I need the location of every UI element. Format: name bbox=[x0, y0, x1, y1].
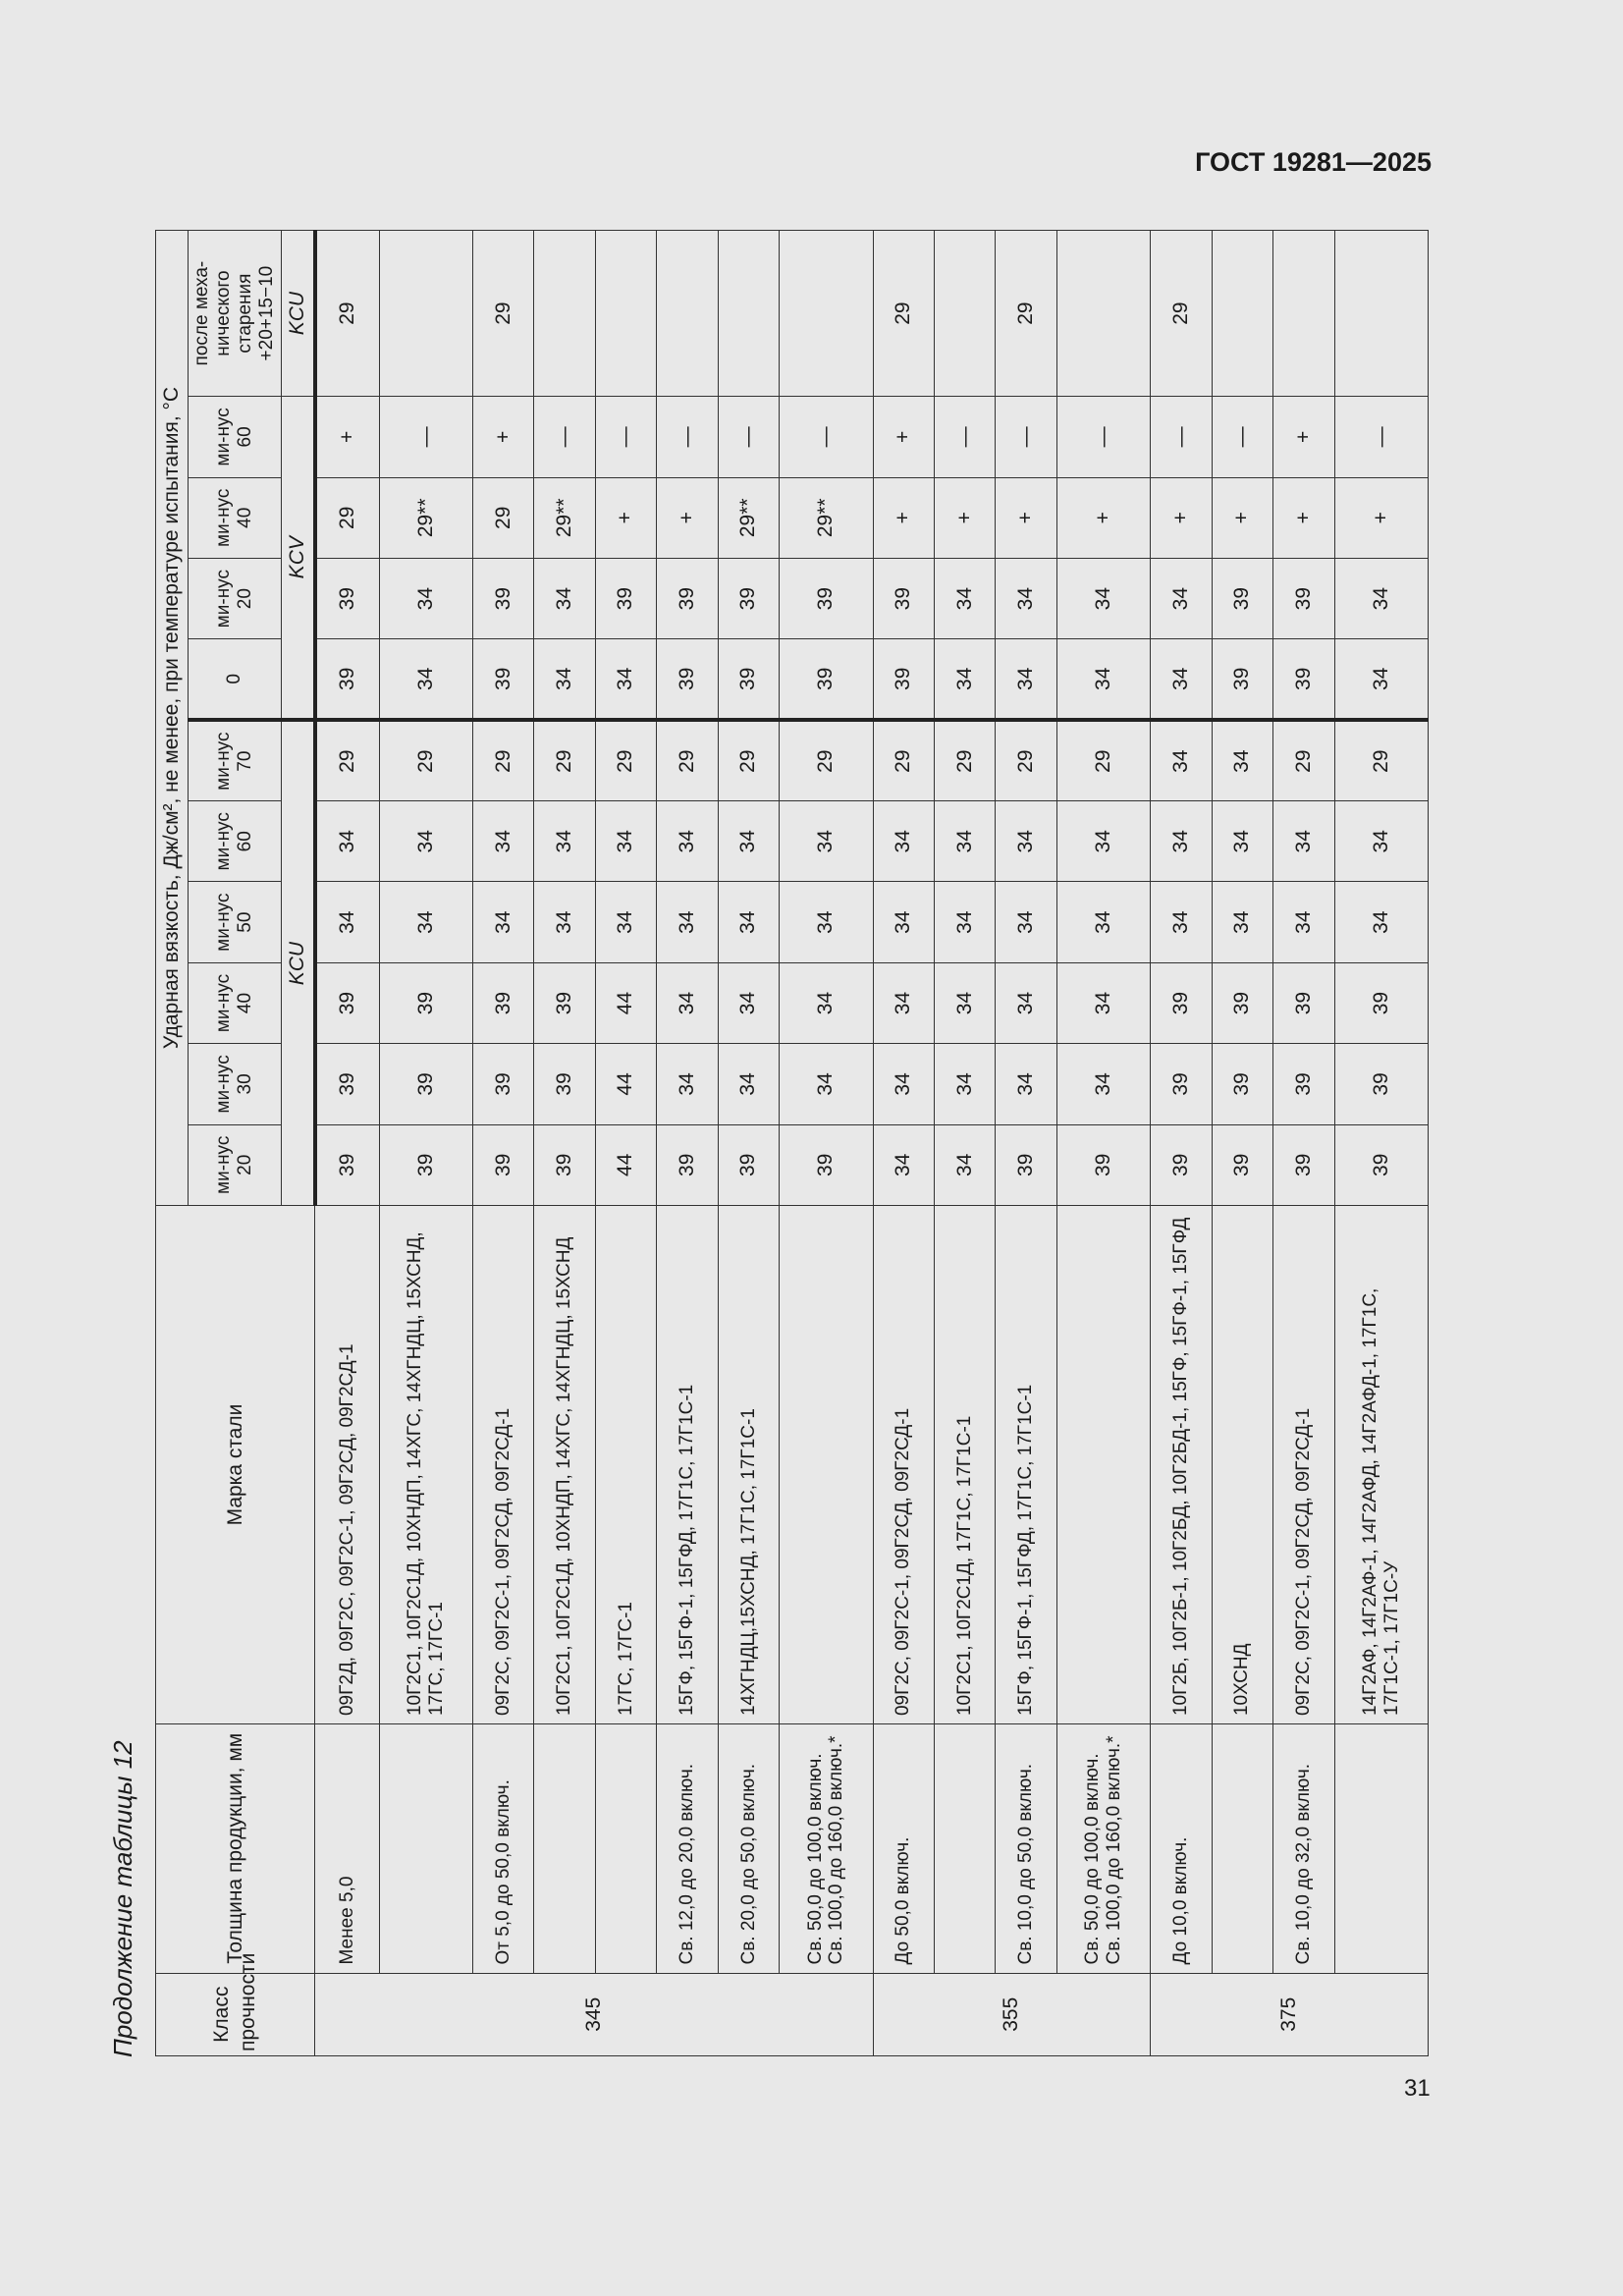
table-row bbox=[718, 231, 779, 2056]
kcv-value: 34 bbox=[379, 558, 472, 638]
kcu-value: 29 bbox=[315, 720, 379, 800]
table-row bbox=[534, 231, 595, 2056]
kcu-value: 34 bbox=[873, 801, 934, 882]
kcu-value: 39 bbox=[718, 1124, 779, 1205]
grade-cell bbox=[780, 1205, 873, 1723]
kcv-value: 39 bbox=[1212, 558, 1272, 638]
kcv-value: 39 bbox=[1273, 639, 1334, 720]
class-cell: 375 bbox=[1151, 1973, 1429, 2055]
kcv-value: — bbox=[780, 397, 873, 477]
kcv-value: + bbox=[1334, 477, 1428, 558]
kcv-value: 29** bbox=[379, 477, 472, 558]
table-row bbox=[1212, 231, 1272, 2056]
aging-value bbox=[1334, 231, 1428, 397]
aging-value bbox=[934, 231, 995, 397]
kcu-value: 39 bbox=[315, 1044, 379, 1124]
kcu-value: 34 bbox=[873, 962, 934, 1043]
kcu-value: 34 bbox=[534, 801, 595, 882]
aging-value bbox=[1056, 231, 1150, 397]
aging-value bbox=[718, 231, 779, 397]
kcu-value: 29 bbox=[718, 720, 779, 800]
kcu-value: 39 bbox=[1151, 962, 1212, 1043]
thickness-cell bbox=[595, 1724, 656, 1973]
thickness-cell: Св. 12,0 до 20,0 включ. bbox=[657, 1724, 718, 1973]
thickness-cell: От 5,0 до 50,0 включ. bbox=[472, 1724, 533, 1973]
kcv-value: 39 bbox=[780, 558, 873, 638]
thickness-cell bbox=[534, 1724, 595, 1973]
kcv-value: 39 bbox=[472, 639, 533, 720]
table-row bbox=[996, 231, 1056, 2056]
kcv-value: 34 bbox=[996, 558, 1056, 638]
kcv-value: — bbox=[657, 397, 718, 477]
kcv-value: — bbox=[934, 397, 995, 477]
rotated-table-wrapper bbox=[155, 230, 1429, 2056]
document-id: ГОСТ 19281—2025 bbox=[1195, 147, 1432, 177]
kcv-value: 34 bbox=[595, 639, 656, 720]
kcv-value: + bbox=[472, 397, 533, 477]
kcv-value: 34 bbox=[1056, 639, 1150, 720]
kcu-value: 29 bbox=[595, 720, 656, 800]
kcu-value: 29 bbox=[379, 720, 472, 800]
kcv-value: — bbox=[379, 397, 472, 477]
kcu-value: 34 bbox=[996, 882, 1056, 962]
thickness-cell: До 10,0 включ. bbox=[1151, 1724, 1212, 1973]
kcv-value: 39 bbox=[315, 558, 379, 638]
kcv-value: + bbox=[1151, 477, 1212, 558]
kcu-value: 34 bbox=[1273, 801, 1334, 882]
kcu-value: 34 bbox=[1056, 962, 1150, 1043]
thickness-cell bbox=[1212, 1724, 1272, 1973]
header-kcv-temp: ми-нус 20 bbox=[189, 558, 281, 638]
kcu-value: 34 bbox=[534, 882, 595, 962]
kcu-value: 34 bbox=[595, 801, 656, 882]
grade-cell: 10Г2С1, 10Г2С1Д, 17Г1С, 17Г1С-1 bbox=[934, 1205, 995, 1723]
header-aging: после меха-нического старения +20+15−10 bbox=[189, 231, 281, 397]
table-row bbox=[780, 231, 873, 2056]
kcu-value: 34 bbox=[315, 801, 379, 882]
kcv-value: + bbox=[1273, 477, 1334, 558]
table-row bbox=[657, 231, 718, 2056]
kcv-value: 34 bbox=[1151, 558, 1212, 638]
grade-cell: 10ХСНД bbox=[1212, 1205, 1272, 1723]
aging-value bbox=[780, 231, 873, 397]
kcv-value: 29 bbox=[472, 477, 533, 558]
table-row bbox=[379, 231, 472, 2056]
header-grade: Марка стали bbox=[156, 1205, 315, 1723]
grade-cell: 15ГФ, 15ГФ-1, 15ГФД, 17Г1С, 17Г1С-1 bbox=[657, 1205, 718, 1723]
kcu-value: 29 bbox=[472, 720, 533, 800]
kcu-value: 34 bbox=[934, 882, 995, 962]
header-kcu-temp: ми-нус 40 bbox=[189, 962, 281, 1043]
kcv-value: — bbox=[1212, 397, 1272, 477]
kcu-value: 39 bbox=[1273, 1124, 1334, 1205]
aging-value bbox=[1273, 231, 1334, 397]
kcv-value: 39 bbox=[1212, 639, 1272, 720]
table-row bbox=[472, 231, 533, 2056]
kcu-value: 29 bbox=[1273, 720, 1334, 800]
kcv-value: 34 bbox=[1334, 639, 1428, 720]
table-row bbox=[1151, 231, 1212, 2056]
kcu-value: 34 bbox=[1334, 801, 1428, 882]
kcv-value: + bbox=[315, 397, 379, 477]
class-cell: 345 bbox=[315, 1973, 873, 2055]
kcv-value: + bbox=[1056, 477, 1150, 558]
thickness-cell: Св. 20,0 до 50,0 включ. bbox=[718, 1724, 779, 1973]
table-row bbox=[315, 231, 379, 2056]
kcu-value: 39 bbox=[1151, 1124, 1212, 1205]
kcv-value: — bbox=[1334, 397, 1428, 477]
kcu-value: 34 bbox=[1212, 801, 1272, 882]
kcv-value: 39 bbox=[780, 639, 873, 720]
kcu-value: 34 bbox=[934, 1124, 995, 1205]
kcv-value: 39 bbox=[657, 639, 718, 720]
kcu-value: 39 bbox=[1334, 1044, 1428, 1124]
kcu-value: 34 bbox=[718, 1044, 779, 1124]
header-kcv-temp: ми-нус 60 bbox=[189, 397, 281, 477]
kcu-value: 34 bbox=[1212, 882, 1272, 962]
kcu-value: 34 bbox=[657, 962, 718, 1043]
kcu-value: 34 bbox=[934, 1044, 995, 1124]
kcv-value: 29** bbox=[780, 477, 873, 558]
kcu-value: 39 bbox=[1056, 1124, 1150, 1205]
kcu-value: 34 bbox=[718, 882, 779, 962]
kcu-value: 34 bbox=[1056, 801, 1150, 882]
table-row bbox=[1334, 231, 1428, 2056]
kcv-value: 39 bbox=[718, 558, 779, 638]
kcu-value: 34 bbox=[472, 882, 533, 962]
kcv-value: 29** bbox=[534, 477, 595, 558]
table-caption: Продолжение таблицы 12 bbox=[108, 1740, 137, 2057]
kcu-value: 34 bbox=[1151, 720, 1212, 800]
thickness-cell: Св. 10,0 до 50,0 включ. bbox=[996, 1724, 1056, 1973]
aging-value: 29 bbox=[1151, 231, 1212, 397]
kcu-value: 34 bbox=[595, 882, 656, 962]
kcu-value: 39 bbox=[1334, 962, 1428, 1043]
kcu-value: 34 bbox=[1273, 882, 1334, 962]
kcu-value: 39 bbox=[379, 1044, 472, 1124]
aging-value bbox=[534, 231, 595, 397]
kcu-value: 39 bbox=[379, 962, 472, 1043]
kcu-value: 34 bbox=[1334, 882, 1428, 962]
kcu-value: 29 bbox=[780, 720, 873, 800]
kcv-value: 34 bbox=[934, 639, 995, 720]
kcu-value: 44 bbox=[595, 962, 656, 1043]
kcv-value: — bbox=[1056, 397, 1150, 477]
aging-value: 29 bbox=[873, 231, 934, 397]
thickness-cell: Св. 50,0 до 100,0 включ. Св. 100,0 до 160,0 включ.* bbox=[1056, 1724, 1150, 1973]
kcu-value: 34 bbox=[1151, 882, 1212, 962]
kcu-value: 34 bbox=[780, 801, 873, 882]
kcu-value: 34 bbox=[379, 882, 472, 962]
kcv-value: 34 bbox=[1056, 558, 1150, 638]
grade-cell: 10Г2С1, 10Г2С1Д, 10ХНДП, 14ХГС, 14ХГНДЦ, 15ХСНД bbox=[534, 1205, 595, 1723]
kcu-value: 34 bbox=[873, 882, 934, 962]
table-row bbox=[873, 231, 934, 2056]
kcu-value: 29 bbox=[934, 720, 995, 800]
kcu-value: 39 bbox=[1273, 1044, 1334, 1124]
table-row bbox=[1056, 231, 1150, 2056]
kcv-value: — bbox=[534, 397, 595, 477]
kcv-value: + bbox=[1273, 397, 1334, 477]
kcv-value: 29 bbox=[315, 477, 379, 558]
kcu-value: 39 bbox=[534, 962, 595, 1043]
kcv-value: 39 bbox=[315, 639, 379, 720]
kcu-value: 34 bbox=[934, 801, 995, 882]
kcu-value: 39 bbox=[1273, 962, 1334, 1043]
kcv-value: — bbox=[595, 397, 656, 477]
kcu-value: 34 bbox=[996, 801, 1056, 882]
grade-cell: 09Г2С, 09Г2С-1, 09Г2СД, 09Г2СД-1 bbox=[873, 1205, 934, 1723]
kcv-value: + bbox=[873, 477, 934, 558]
kcu-value: 34 bbox=[873, 1124, 934, 1205]
kcu-value: 34 bbox=[657, 1044, 718, 1124]
header-kcv-temp: ми-нус 40 bbox=[189, 477, 281, 558]
grade-cell bbox=[1056, 1205, 1150, 1723]
kcv-value: 34 bbox=[1151, 639, 1212, 720]
kcu-value: 29 bbox=[873, 720, 934, 800]
kcu-value: 39 bbox=[472, 1044, 533, 1124]
table-row bbox=[1273, 231, 1334, 2056]
kcv-value: + bbox=[873, 397, 934, 477]
kcu-value: 39 bbox=[1334, 1124, 1428, 1205]
kcu-value: 34 bbox=[780, 962, 873, 1043]
kcu-value: 34 bbox=[1056, 1044, 1150, 1124]
kcu-value: 34 bbox=[996, 1044, 1056, 1124]
thickness-cell bbox=[379, 1724, 472, 1973]
header-kcu: KCU bbox=[281, 720, 315, 1205]
header-impact: Ударная вязкость, Дж/см², не менее, при температуре испытания, °С bbox=[156, 231, 189, 1206]
grade-cell: 17ГС, 17ГС-1 bbox=[595, 1205, 656, 1723]
grade-cell: 10Г2С1, 10Г2С1Д, 10ХНДП, 14ХГС, 14ХГНДЦ, 15ХСНД, 17ГС, 17ГС-1 bbox=[379, 1205, 472, 1723]
thickness-cell: До 50,0 включ. bbox=[873, 1724, 934, 1973]
kcu-value: 39 bbox=[379, 1124, 472, 1205]
impact-toughness-table bbox=[155, 230, 1429, 2056]
kcv-value: 34 bbox=[534, 639, 595, 720]
header-kcu-temp: ми-нус 50 bbox=[189, 882, 281, 962]
grade-cell: 09Г2С, 09Г2С-1, 09Г2СД, 09Г2СД-1 bbox=[472, 1205, 533, 1723]
kcu-value: 39 bbox=[1212, 962, 1272, 1043]
aging-value: 29 bbox=[315, 231, 379, 397]
kcu-value: 34 bbox=[1212, 720, 1272, 800]
kcv-value: 34 bbox=[534, 558, 595, 638]
kcv-value: — bbox=[996, 397, 1056, 477]
kcu-value: 39 bbox=[534, 1124, 595, 1205]
kcv-value: 39 bbox=[873, 639, 934, 720]
page-number: 31 bbox=[1404, 2075, 1431, 2102]
class-cell: 355 bbox=[873, 1973, 1151, 2055]
aging-value bbox=[1212, 231, 1272, 397]
kcu-value: 39 bbox=[315, 962, 379, 1043]
kcv-value: 34 bbox=[379, 639, 472, 720]
aging-value bbox=[657, 231, 718, 397]
kcu-value: 34 bbox=[780, 1044, 873, 1124]
header-kcv: KCV bbox=[281, 397, 315, 721]
kcv-value: 39 bbox=[595, 558, 656, 638]
kcu-value: 39 bbox=[315, 1124, 379, 1205]
thickness-cell: Св. 10,0 до 32,0 включ. bbox=[1273, 1724, 1334, 1973]
kcv-value: + bbox=[996, 477, 1056, 558]
grade-cell: 15ГФ, 15ГФ-1, 15ГФД, 17Г1С, 17Г1С-1 bbox=[996, 1205, 1056, 1723]
kcv-value: + bbox=[1212, 477, 1272, 558]
kcv-value: + bbox=[657, 477, 718, 558]
kcv-value: 39 bbox=[657, 558, 718, 638]
kcv-value: 34 bbox=[1334, 558, 1428, 638]
kcu-value: 39 bbox=[780, 1124, 873, 1205]
kcu-value: 34 bbox=[873, 1044, 934, 1124]
table-row bbox=[595, 231, 656, 2056]
header-class: Класс прочности bbox=[156, 1973, 315, 2055]
kcu-value: 39 bbox=[472, 962, 533, 1043]
kcv-value: 34 bbox=[934, 558, 995, 638]
kcu-value: 34 bbox=[1056, 882, 1150, 962]
kcv-value: 39 bbox=[1273, 558, 1334, 638]
header-kcv-temp: 0 bbox=[189, 639, 281, 720]
thickness-cell bbox=[1334, 1724, 1428, 1973]
kcv-value: + bbox=[595, 477, 656, 558]
kcu-value: 29 bbox=[534, 720, 595, 800]
thickness-cell bbox=[934, 1724, 995, 1973]
kcv-value: 39 bbox=[718, 639, 779, 720]
kcu-value: 34 bbox=[780, 882, 873, 962]
kcv-value: 34 bbox=[996, 639, 1056, 720]
kcu-value: 39 bbox=[1212, 1044, 1272, 1124]
kcu-value: 44 bbox=[595, 1124, 656, 1205]
kcu-value: 39 bbox=[534, 1044, 595, 1124]
header-kcu-temp: ми-нус 20 bbox=[189, 1124, 281, 1205]
kcu-value: 29 bbox=[1334, 720, 1428, 800]
kcu-value: 34 bbox=[379, 801, 472, 882]
kcu-value: 34 bbox=[996, 962, 1056, 1043]
grade-cell: 14Г2АФ, 14Г2АФ-1, 14Г2АФД, 14Г2АФД-1, 17Г1С, 17Г1С-1, 17Г1С-У bbox=[1334, 1205, 1428, 1723]
kcu-value: 39 bbox=[657, 1124, 718, 1205]
kcu-value: 39 bbox=[1212, 1124, 1272, 1205]
grade-cell: 09Г2С, 09Г2С-1, 09Г2СД, 09Г2СД-1 bbox=[1273, 1205, 1334, 1723]
grade-cell: 10Г2Б, 10Г2Б-1, 10Г2БД, 10Г2БД-1, 15ГФ, 15ГФ-1, 15ГФД bbox=[1151, 1205, 1212, 1723]
thickness-cell: Св. 50,0 до 100,0 включ. Св. 100,0 до 160,0 включ.* bbox=[780, 1724, 873, 1973]
aging-value: 29 bbox=[472, 231, 533, 397]
kcu-value: 29 bbox=[996, 720, 1056, 800]
kcu-value: 39 bbox=[472, 1124, 533, 1205]
header-kcu-temp: ми-нус 30 bbox=[189, 1044, 281, 1124]
table-row bbox=[934, 231, 995, 2056]
kcu-value: 44 bbox=[595, 1044, 656, 1124]
aging-value bbox=[379, 231, 472, 397]
header-kcu-temp: ми-нус 70 bbox=[189, 720, 281, 800]
kcv-value: 39 bbox=[472, 558, 533, 638]
header-thickness: Толщина продукции, мм bbox=[156, 1724, 315, 1973]
kcu-value: 39 bbox=[1151, 1044, 1212, 1124]
kcv-value: 39 bbox=[873, 558, 934, 638]
thickness-cell: Менее 5,0 bbox=[315, 1724, 379, 1973]
aging-value bbox=[595, 231, 656, 397]
kcv-value: + bbox=[934, 477, 995, 558]
kcu-value: 34 bbox=[718, 801, 779, 882]
grade-cell: 14ХГНДЦ,15ХСНД, 17Г1С, 17Г1С-1 bbox=[718, 1205, 779, 1723]
grade-cell: 09Г2Д, 09Г2С, 09Г2С-1, 09Г2СД, 09Г2СД-1 bbox=[315, 1205, 379, 1723]
kcu-value: 34 bbox=[657, 801, 718, 882]
aging-value: 29 bbox=[996, 231, 1056, 397]
kcv-value: — bbox=[718, 397, 779, 477]
kcu-value: 34 bbox=[472, 801, 533, 882]
kcu-value: 34 bbox=[718, 962, 779, 1043]
kcu-value: 34 bbox=[315, 882, 379, 962]
kcu-value: 39 bbox=[996, 1124, 1056, 1205]
kcu-value: 29 bbox=[657, 720, 718, 800]
header-kcu-aging: KCU bbox=[281, 231, 315, 397]
kcv-value: 29** bbox=[718, 477, 779, 558]
kcu-value: 34 bbox=[934, 962, 995, 1043]
kcv-value: — bbox=[1151, 397, 1212, 477]
header-kcu-temp: ми-нус 60 bbox=[189, 801, 281, 882]
kcu-value: 29 bbox=[1056, 720, 1150, 800]
kcu-value: 34 bbox=[1151, 801, 1212, 882]
kcu-value: 34 bbox=[657, 882, 718, 962]
